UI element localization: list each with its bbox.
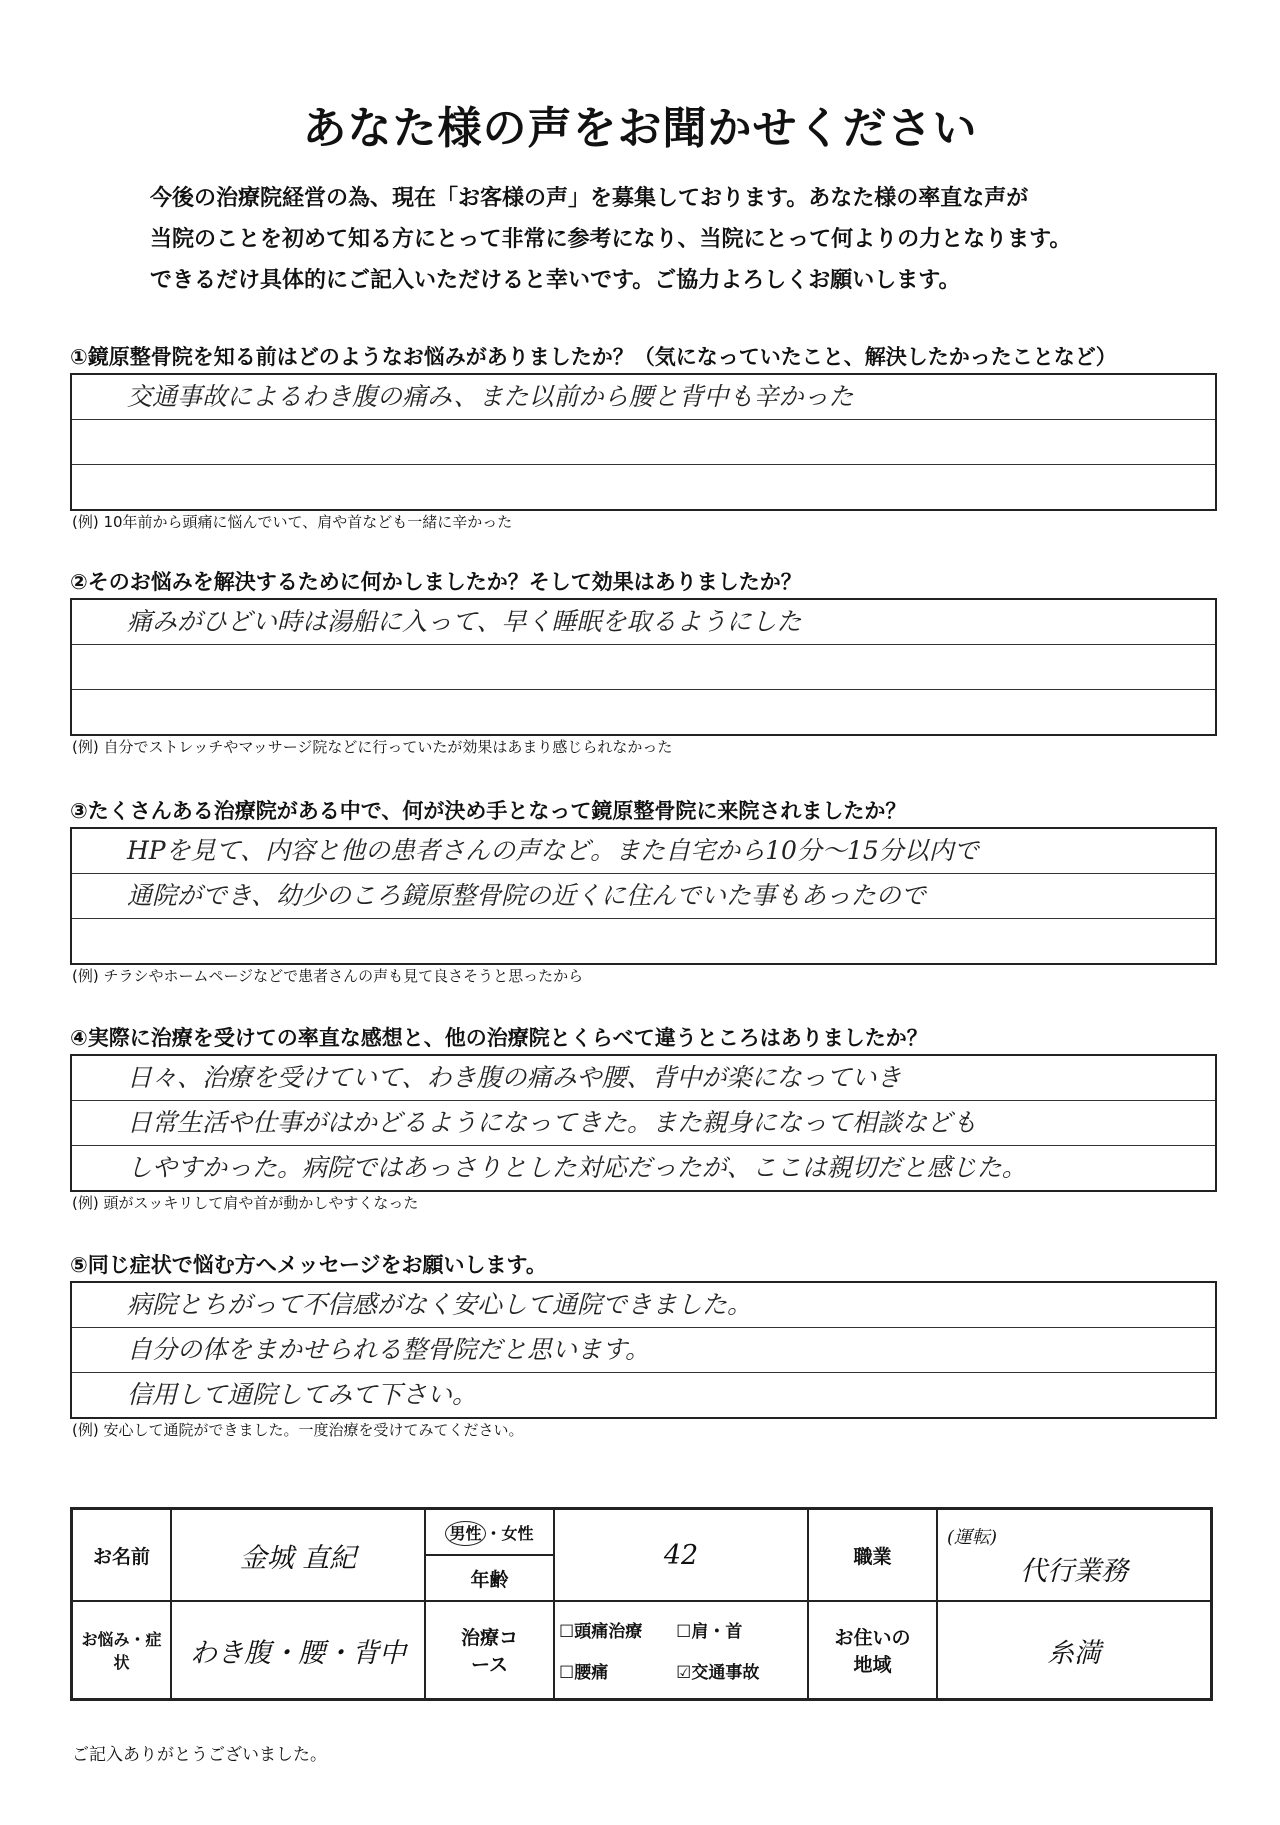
intro-line: 当院のことを初めて知る方にとって非常に参考になり、当院にとって何よりの力となります。 [150,227,1072,252]
answer-box-2 [70,598,1217,736]
answer-box-1 [70,373,1217,511]
answer-box-3 [70,827,1217,965]
answer-line: HPを見て、内容と他の患者さんの声など。また自宅から10分〜15分以内で [72,829,1215,874]
course-checkbox[interactable] [559,1650,676,1691]
course-option-label: 腰痛 [574,1663,609,1683]
job-label: 職業 [808,1509,937,1602]
intro-line: できるだけ具体的にご記入いただけると幸いです。ご協力よろしくお願いします。 [150,268,961,293]
answer-line: 自分の体をまかせられる整骨院だと思います。 [72,1328,1215,1373]
thanks-text: ご記入ありがとうございました。 [72,1745,327,1765]
area-label: お住いの地域 [808,1601,937,1700]
job-note: (運転) [947,1526,998,1548]
page-title: あなた様の声をお聞かせください [302,103,978,154]
checked-box-icon: ☑ [676,1663,692,1683]
age-label: 年齢 [425,1555,554,1601]
course-option-label: 肩・首 [691,1622,743,1642]
name-label: お名前 [72,1509,172,1602]
answer-line: 日々、治療を受けていて、わき腹の痛みや腰、背中が楽になっていき [72,1056,1215,1101]
gender-female: ・女性 [485,1523,534,1543]
answer-box-5 [70,1281,1217,1419]
answer-line: 病院とちがって不信感がなく安心して通院できました。 [72,1283,1215,1328]
gender-field [425,1509,554,1556]
answer-box-4 [70,1054,1217,1192]
example-text: (例) 自分でストレッチやマッサージ院などに行っていたが効果はあまり感じられなかった [72,738,673,756]
course-checkbox[interactable] [676,1650,793,1691]
name-value: 金城 直紀 [171,1509,425,1602]
answer-line: しやすかった。病院ではあっさりとした対応だったが、ここは親切だと感じた。 [127,1153,1027,1182]
symptom-value: わき腹・腰・背中 [171,1601,425,1700]
course-label: 治療コース [425,1601,554,1700]
answer-line [72,690,1215,734]
symptom-label: お悩み・症状 [72,1601,172,1700]
question-3: ③たくさんある治療院がある中で、何が決め手となって鏡原整骨院に来院されましたか？ [70,799,907,823]
answer-line [72,465,1215,509]
course-checkbox[interactable] [676,1609,793,1650]
profile-table [70,1507,1213,1701]
course-checkbox[interactable] [559,1609,676,1650]
example-text: (例) 頭がスッキリして肩や首が動かしやすくなった [72,1194,419,1212]
course-option-label: 交通事故 [691,1663,760,1683]
answer-line: 日常生活や仕事がはかどるようになってきた。また親身になって相談なども [72,1101,1215,1146]
answer-line: 痛みがひどい時は湯船に入って、早く睡眠を取るようにした [72,600,1215,645]
answer-line [72,919,1215,963]
answer-line: 交通事故によるわき腹の痛み、また以前から腰と背中も辛かった [72,375,1215,420]
question-1: ①鏡原整骨院を知る前はどのようなお悩みがありましたか？（気になっていたこと、解決したかったことなど） [70,345,1117,369]
course-options [554,1601,808,1700]
question-5: ⑤同じ症状で悩む方へメッセージをお願いします。 [70,1253,547,1277]
intro-line: 今後の治療院経営の為、現在「お客様の声」を募集しております。あなた様の率直な声が [150,186,1029,211]
age-value: 42 [554,1509,808,1602]
example-text: (例) 10年前から頭痛に悩んでいて、肩や首なども一緒に辛かった [72,513,513,531]
answer-line: 信用して通院してみて下さい。 [127,1380,478,1409]
area-value: 糸満 [937,1601,1212,1700]
unchecked-box-icon: ☐ [559,1622,575,1642]
question-4: ④実際に治療を受けての率直な感想と、他の治療院とくらべて違うところはありましたか？ [70,1026,928,1050]
job-value: 代行業務 [1020,1555,1128,1587]
intro-text [150,178,1071,301]
job-field [937,1509,1212,1602]
question-2: ②そのお悩みを解決するために何かしましたか？そして効果はありましたか？ [70,570,802,594]
example-text: (例) 安心して通院ができました。一度治療を受けてみてください。 [72,1421,524,1439]
answer-line [72,645,1215,690]
example-text: (例) チラシやホームページなどで患者さんの声も見て良さそうと思ったから [72,967,584,985]
gender-male-circled: 男性 [445,1521,485,1546]
unchecked-box-icon: ☐ [676,1622,692,1642]
course-option-label: 頭痛治療 [574,1622,643,1642]
answer-line [72,420,1215,465]
unchecked-box-icon: ☐ [559,1663,575,1683]
answer-line: 通院ができ、幼少のころ鏡原整骨院の近くに住んでいた事もあったので [72,874,1215,919]
